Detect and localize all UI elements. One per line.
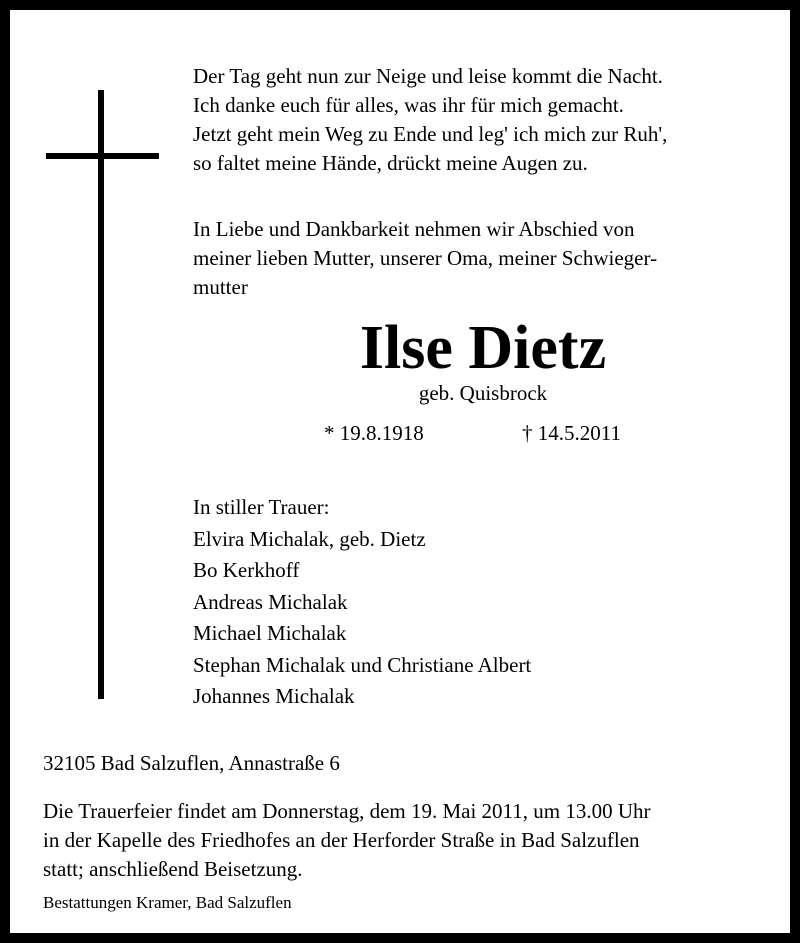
- poem-line: Ich danke euch für alles, was ihr für mich gemacht.: [193, 93, 624, 117]
- intro-line: mutter: [193, 275, 248, 299]
- mourner-name: Andreas Michalak: [193, 589, 348, 614]
- poem: [193, 62, 667, 178]
- ceremony-line: statt; anschließend Beisetzung.: [43, 857, 303, 881]
- ceremony-line: Die Trauerfeier findet am Donnerstag, dem 19. Mai 2011, um 13.00 Uhr: [43, 799, 651, 823]
- mourner-name: Elvira Michalak, geb. Dietz: [193, 526, 426, 551]
- poem-line: Der Tag geht nun zur Neige und leise kommt die Nacht.: [193, 64, 663, 88]
- address: 32105 Bad Salzuflen, Annastraße 6: [43, 751, 340, 775]
- birth-date: * 19.8.1918: [324, 421, 424, 445]
- poem-line: so faltet meine Hände, drückt meine Augen zu.: [193, 151, 588, 175]
- deceased-name: Ilse Dietz: [359, 314, 607, 382]
- undertaker: Bestattungen Kramer, Bad Salzuflen: [43, 893, 292, 912]
- ceremony-line: in der Kapelle des Friedhofes an der Herforder Straße in Bad Salzuflen: [43, 828, 640, 852]
- mourner-name: Michael Michalak: [193, 621, 347, 645]
- poem-line: Jetzt geht mein Weg zu Ende und leg' ich mich zur Ruh',: [193, 122, 668, 146]
- mourner-name: Bo Kerkhoff: [193, 558, 300, 582]
- maiden-name: geb. Quisbrock: [418, 381, 548, 405]
- cross-icon: [98, 90, 104, 699]
- intro-line: meiner lieben Mutter, unserer Oma, meiner Schwieger-: [193, 246, 658, 270]
- intro-line: In Liebe und Dankbarkeit nehmen wir Abschied von: [193, 217, 635, 241]
- ceremony-notice: [43, 797, 651, 884]
- mourner-name: Stephan Michalak und Christiane Albert: [193, 652, 532, 677]
- mourners-heading: In stiller Trauer:: [193, 495, 330, 519]
- intro-text: [193, 215, 657, 302]
- mourners-list: [193, 492, 531, 713]
- death-date: † 14.5.2011: [522, 421, 621, 445]
- mourner-name: Johannes Michalak: [193, 684, 355, 708]
- cross-icon-bar: [46, 153, 159, 159]
